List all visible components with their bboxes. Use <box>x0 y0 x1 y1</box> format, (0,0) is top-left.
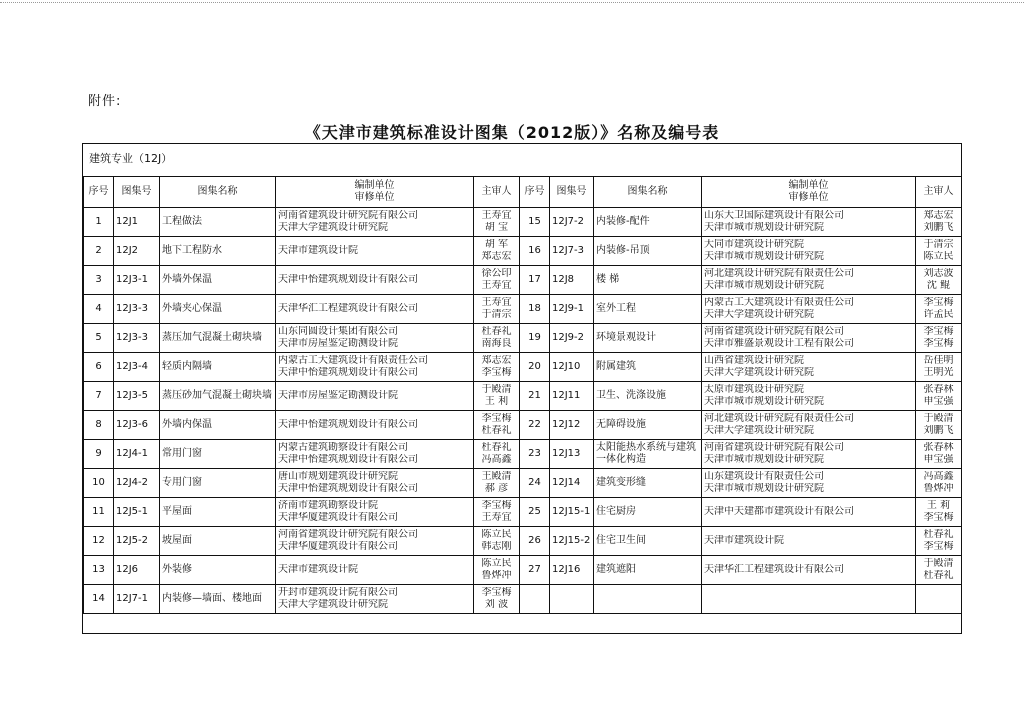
document-title: 《天津市建筑标准设计图集（2012版）》名称及编号表 <box>304 123 720 142</box>
cell-org <box>276 324 474 353</box>
reviewer-name: 冯高鑫 <box>481 454 512 465</box>
org-line: 内蒙古建筑勘察设计有限公司 <box>278 442 408 453</box>
cell-reviewer <box>916 237 962 266</box>
section-label: 建筑专业（12J） <box>89 152 173 165</box>
cell-no: 17 <box>520 266 550 295</box>
cell-reviewer <box>916 556 962 585</box>
cell-org <box>276 498 474 527</box>
cell-no: 6 <box>84 353 114 382</box>
cell-org <box>276 469 474 498</box>
reviewer-name: 王寿宜 <box>481 210 512 221</box>
cell-reviewer <box>474 353 520 382</box>
reviewer-name: 徐公印 <box>481 268 512 279</box>
cell-org <box>276 585 474 614</box>
org-line: 天津市城市规划设计研究院 <box>704 222 824 233</box>
cell-name: 建筑遮阳 <box>594 556 702 585</box>
org-line: 天津市雅盛景观设计工程有限公司 <box>704 338 854 349</box>
table-row <box>84 382 962 411</box>
reviewer-name: 郑志宏 <box>481 355 512 366</box>
org-line: 山东建筑设计有限责任公司 <box>704 471 824 482</box>
cell-org <box>702 353 916 382</box>
cell-no: 24 <box>520 469 550 498</box>
reviewer-name: 王明光 <box>923 367 954 378</box>
org-line: 开封市建筑设计院有限公司 <box>278 587 398 598</box>
cell-no <box>520 585 550 614</box>
header-reviewer: 主审人 <box>474 177 520 208</box>
cell-code: 12J5-2 <box>114 527 160 556</box>
cell-reviewer <box>916 353 962 382</box>
reviewer-name: 沈 鲲 <box>926 280 951 291</box>
cell-org <box>276 527 474 556</box>
reviewer-name: 杜春礼 <box>481 425 512 436</box>
cell-no: 13 <box>84 556 114 585</box>
reviewer-name: 杜春礼 <box>923 570 954 581</box>
header-code: 图集号 <box>114 177 160 208</box>
org-line: 唐山市规划建筑设计研究院 <box>278 471 398 482</box>
cell-reviewer <box>916 266 962 295</box>
cell-reviewer <box>916 498 962 527</box>
org-line: 天津中怡建筑规划设计有限公司 <box>278 419 418 430</box>
org-line: 天津大学建筑设计研究院 <box>278 222 388 233</box>
header-org-right <box>702 177 916 208</box>
org-line: 内蒙古工大建筑设计有限责任公司 <box>704 297 854 308</box>
reviewer-name: 南海良 <box>481 338 512 349</box>
org-line: 天津大学建筑设计研究院 <box>704 367 814 378</box>
cell-code <box>550 585 594 614</box>
cell-org <box>276 237 474 266</box>
header-code-right: 图集号 <box>550 177 594 208</box>
cell-no: 23 <box>520 440 550 469</box>
org-line: 天津中怡建筑规划设计有限公司 <box>278 454 418 465</box>
cell-name: 地下工程防水 <box>160 237 276 266</box>
cell-name: 内装修-配件 <box>594 208 702 237</box>
table-row <box>84 237 962 266</box>
org-line: 天津市城市规划设计研究院 <box>704 454 824 465</box>
cell-reviewer <box>916 469 962 498</box>
cell-name: 太阳能热水系统与建筑一体化构造 <box>594 440 702 469</box>
org-line: 天津市城市规划设计研究院 <box>704 251 824 262</box>
cell-no: 5 <box>84 324 114 353</box>
org-line: 天津华厦建筑设计有限公司 <box>278 541 398 552</box>
cell-no: 20 <box>520 353 550 382</box>
cell-code: 12J3-1 <box>114 266 160 295</box>
cell-code: 12J13 <box>550 440 594 469</box>
cell-org <box>702 266 916 295</box>
cell-code: 12J9-2 <box>550 324 594 353</box>
cell-code: 12J4-1 <box>114 440 160 469</box>
reviewer-name: 申宝强 <box>923 454 954 465</box>
header-org-right-line1: 编制单位 <box>788 180 829 191</box>
reviewer-name: 陈立民 <box>923 251 954 262</box>
header-org-line1: 编制单位 <box>354 180 395 191</box>
reviewer-name: 李宝梅 <box>481 413 512 424</box>
cell-name: 外墙内保温 <box>160 411 276 440</box>
org-line: 天津市建筑设计院 <box>704 535 784 546</box>
cell-no: 4 <box>84 295 114 324</box>
cell-org <box>702 411 916 440</box>
reviewer-name: 李宝梅 <box>923 512 954 523</box>
cell-name: 附属建筑 <box>594 353 702 382</box>
cell-name: 专用门窗 <box>160 469 276 498</box>
cell-org <box>276 353 474 382</box>
reviewer-name: 陈立民 <box>481 558 512 569</box>
org-line: 天津华汇工程建筑设计有限公司 <box>704 564 844 575</box>
org-line: 天津市城市规划设计研究院 <box>704 396 824 407</box>
reviewer-name: 申宝强 <box>923 396 954 407</box>
cell-org <box>702 440 916 469</box>
cell-org <box>702 527 916 556</box>
reviewer-name: 郝 彦 <box>484 483 509 494</box>
table-row <box>84 266 962 295</box>
reviewer-name: 于殿清 <box>481 384 512 395</box>
cell-reviewer <box>916 585 962 614</box>
header-org-line2: 审修单位 <box>354 192 395 203</box>
org-line: 大同市建筑设计研究院 <box>704 239 804 250</box>
reviewer-name: 胡 宝 <box>484 222 509 233</box>
table-row <box>84 556 962 585</box>
reviewer-name: 郑志宏 <box>481 251 512 262</box>
table-body <box>84 208 962 614</box>
reviewer-name: 陈立民 <box>481 529 512 540</box>
cell-name: 蒸压加气混凝土砌块墙 <box>160 324 276 353</box>
cell-code: 12J1 <box>114 208 160 237</box>
cell-reviewer <box>916 295 962 324</box>
reviewer-name: 鲁烨冲 <box>481 570 512 581</box>
cell-code: 12J10 <box>550 353 594 382</box>
reviewer-name: 李宝梅 <box>923 338 954 349</box>
reviewer-name: 刘鹏飞 <box>923 425 954 436</box>
cell-no: 18 <box>520 295 550 324</box>
cell-org <box>276 440 474 469</box>
cell-reviewer <box>474 266 520 295</box>
org-line: 山西省建筑设计研究院 <box>704 355 804 366</box>
org-line: 山东大卫国际建筑设计有限公司 <box>704 210 844 221</box>
table-row <box>84 411 962 440</box>
cell-code: 12J3-3 <box>114 295 160 324</box>
org-line: 天津中怡建筑规划设计有限公司 <box>278 274 418 285</box>
reviewer-name: 杜春礼 <box>481 326 512 337</box>
cell-reviewer <box>474 237 520 266</box>
org-line: 河南省建筑设计研究院有限公司 <box>278 529 418 540</box>
cell-code: 12J2 <box>114 237 160 266</box>
reviewer-name: 刘鹏飞 <box>923 222 954 233</box>
attachment-label: 附件: <box>88 94 122 109</box>
cell-reviewer <box>474 556 520 585</box>
org-line: 天津大学建筑设计研究院 <box>704 425 814 436</box>
cell-no: 12 <box>84 527 114 556</box>
cell-code: 12J6 <box>114 556 160 585</box>
cell-reviewer <box>474 382 520 411</box>
header-org <box>276 177 474 208</box>
cell-org <box>276 295 474 324</box>
cell-reviewer <box>474 208 520 237</box>
reviewer-name: 杜春礼 <box>481 442 512 453</box>
cell-name: 内装修-吊顶 <box>594 237 702 266</box>
org-line: 天津中怡建筑规划设计有限公司 <box>278 483 418 494</box>
catalog-sheet <box>82 143 962 634</box>
header-no: 序号 <box>84 177 114 208</box>
cell-no: 14 <box>84 585 114 614</box>
cell-reviewer <box>916 440 962 469</box>
org-line: 天津大学建筑设计研究院 <box>278 599 388 610</box>
reviewer-name: 王 莉 <box>926 500 951 511</box>
cell-name: 外墙外保温 <box>160 266 276 295</box>
cell-name: 外装修 <box>160 556 276 585</box>
scan-edge-line <box>0 2 1024 3</box>
table-row <box>84 295 962 324</box>
cell-name: 无障碍设施 <box>594 411 702 440</box>
cell-code: 12J7-1 <box>114 585 160 614</box>
cell-org <box>276 411 474 440</box>
cell-org <box>276 266 474 295</box>
cell-no: 10 <box>84 469 114 498</box>
table-row <box>84 208 962 237</box>
cell-code: 12J3-4 <box>114 353 160 382</box>
org-line: 太原市建筑设计研究院 <box>704 384 804 395</box>
cell-reviewer <box>916 324 962 353</box>
org-line: 天津大学建筑设计研究院 <box>704 309 814 320</box>
header-name-right: 图集名称 <box>594 177 702 208</box>
header-reviewer-right: 主审人 <box>916 177 962 208</box>
cell-reviewer <box>474 585 520 614</box>
reviewer-name: 于殿清 <box>923 558 954 569</box>
cell-no: 19 <box>520 324 550 353</box>
table-row <box>84 469 962 498</box>
cell-name: 工程做法 <box>160 208 276 237</box>
cell-name: 环境景观设计 <box>594 324 702 353</box>
cell-org <box>702 237 916 266</box>
cell-code: 12J15-2 <box>550 527 594 556</box>
reviewer-name: 杜春礼 <box>923 529 954 540</box>
reviewer-name: 岳佳明 <box>923 355 954 366</box>
cell-reviewer <box>474 527 520 556</box>
header-row <box>84 177 962 208</box>
table-row <box>84 585 962 614</box>
org-line: 河南省建筑设计研究院有限公司 <box>704 326 844 337</box>
cell-name: 坡屋面 <box>160 527 276 556</box>
org-line: 天津市城市规划设计研究院 <box>704 280 824 291</box>
cell-name: 轻质内隔墙 <box>160 353 276 382</box>
cell-name: 内装修—墙面、楼地面 <box>160 585 276 614</box>
cell-code: 12J7-3 <box>550 237 594 266</box>
reviewer-name: 李宝梅 <box>923 541 954 552</box>
cell-code: 12J8 <box>550 266 594 295</box>
cell-name: 住宅厨房 <box>594 498 702 527</box>
reviewer-name: 王寿宜 <box>481 280 512 291</box>
org-line: 天津市建筑设计院 <box>278 245 358 256</box>
table-row <box>84 353 962 382</box>
reviewer-name: 李宝梅 <box>481 587 512 598</box>
cell-reviewer <box>916 527 962 556</box>
reviewer-name: 李宝梅 <box>481 500 512 511</box>
cell-no: 8 <box>84 411 114 440</box>
reviewer-name: 张春林 <box>923 442 954 453</box>
cell-name: 平屋面 <box>160 498 276 527</box>
cell-org <box>702 498 916 527</box>
cell-no: 1 <box>84 208 114 237</box>
reviewer-name: 于清宗 <box>481 309 512 320</box>
cell-no: 7 <box>84 382 114 411</box>
reviewer-name: 王寿宜 <box>481 512 512 523</box>
reviewer-name: 李宝梅 <box>923 326 954 337</box>
cell-code: 12J3-5 <box>114 382 160 411</box>
reviewer-name: 张春林 <box>923 384 954 395</box>
org-line: 天津市城市规划设计研究院 <box>704 483 824 494</box>
org-line: 天津市房屋鉴定勘测设计院 <box>278 390 398 401</box>
cell-name: 建筑变形缝 <box>594 469 702 498</box>
reviewer-name: 刘 波 <box>484 599 509 610</box>
cell-no: 16 <box>520 237 550 266</box>
cell-code: 12J9-1 <box>550 295 594 324</box>
cell-reviewer <box>474 411 520 440</box>
cell-no: 22 <box>520 411 550 440</box>
cell-reviewer <box>474 498 520 527</box>
header-name: 图集名称 <box>160 177 276 208</box>
cell-name: 蒸压砂加气混凝土砌块墙 <box>160 382 276 411</box>
org-line: 河南省建筑设计研究院有限公司 <box>278 210 418 221</box>
cell-code: 12J14 <box>550 469 594 498</box>
cell-no: 25 <box>520 498 550 527</box>
cell-name: 室外工程 <box>594 295 702 324</box>
cell-name: 楼 梯 <box>594 266 702 295</box>
org-line: 河北建筑设计研究院有限责任公司 <box>704 268 854 279</box>
cell-reviewer <box>474 295 520 324</box>
cell-code: 12J5-1 <box>114 498 160 527</box>
org-line: 天津市房屋鉴定勘测设计院 <box>278 338 398 349</box>
reviewer-name: 刘志波 <box>923 268 954 279</box>
cell-no: 2 <box>84 237 114 266</box>
cell-no: 26 <box>520 527 550 556</box>
reviewer-name: 王殿清 <box>481 471 512 482</box>
cell-no: 27 <box>520 556 550 585</box>
org-line: 内蒙古工大建筑设计有限责任公司 <box>278 355 428 366</box>
table-row <box>84 498 962 527</box>
org-line: 天津市建筑设计院 <box>278 564 358 575</box>
cell-org <box>276 556 474 585</box>
org-line: 天津华汇工程建筑设计有限公司 <box>278 303 418 314</box>
table-row <box>84 527 962 556</box>
table-row <box>84 324 962 353</box>
cell-reviewer <box>916 411 962 440</box>
cell-reviewer <box>474 469 520 498</box>
org-line: 山东同圆设计集团有限公司 <box>278 326 398 337</box>
org-line: 天津中天建都市建筑设计有限公司 <box>704 506 854 517</box>
cell-no: 21 <box>520 382 550 411</box>
org-line: 河北建筑设计研究院有限责任公司 <box>704 413 854 424</box>
reviewer-name: 王寿宜 <box>481 297 512 308</box>
cell-org <box>702 585 916 614</box>
reviewer-name: 胡 军 <box>484 239 509 250</box>
org-line: 天津华厦建筑设计有限公司 <box>278 512 398 523</box>
cell-code: 12J4-2 <box>114 469 160 498</box>
reviewer-name: 韩志刚 <box>481 541 512 552</box>
cell-org <box>276 382 474 411</box>
cell-reviewer <box>474 324 520 353</box>
cell-org <box>276 208 474 237</box>
cell-code: 12J3-3 <box>114 324 160 353</box>
reviewer-name: 李宝梅 <box>481 367 512 378</box>
header-no-right: 序号 <box>520 177 550 208</box>
cell-no: 9 <box>84 440 114 469</box>
org-line: 河南省建筑设计研究院有限公司 <box>704 442 844 453</box>
cell-code: 12J11 <box>550 382 594 411</box>
cell-org <box>702 324 916 353</box>
reviewer-name: 许孟民 <box>923 309 954 320</box>
reviewer-name: 王 利 <box>484 396 509 407</box>
cell-code: 12J12 <box>550 411 594 440</box>
cell-name <box>594 585 702 614</box>
cell-name: 卫生、洗涤设施 <box>594 382 702 411</box>
cell-name: 常用门窗 <box>160 440 276 469</box>
cell-name: 住宅卫生间 <box>594 527 702 556</box>
cell-org <box>702 382 916 411</box>
cell-code: 12J3-6 <box>114 411 160 440</box>
reviewer-name: 鲁烨冲 <box>923 483 954 494</box>
cell-name: 外墙夹心保温 <box>160 295 276 324</box>
header-org-right-line2: 审修单位 <box>788 192 829 203</box>
org-line: 天津中怡建筑规划设计有限公司 <box>278 367 418 378</box>
reviewer-name: 于清宗 <box>923 239 954 250</box>
cell-reviewer <box>916 208 962 237</box>
reviewer-name: 郑志宏 <box>923 210 954 221</box>
cell-org <box>702 469 916 498</box>
reviewer-name: 李宝梅 <box>923 297 954 308</box>
catalog-table <box>83 176 962 614</box>
cell-org <box>702 208 916 237</box>
cell-reviewer <box>916 382 962 411</box>
cell-no: 3 <box>84 266 114 295</box>
cell-no: 11 <box>84 498 114 527</box>
reviewer-name: 冯高鑫 <box>923 471 954 482</box>
cell-code: 12J16 <box>550 556 594 585</box>
cell-org <box>702 556 916 585</box>
cell-code: 12J7-2 <box>550 208 594 237</box>
cell-org <box>702 295 916 324</box>
cell-code: 12J15-1 <box>550 498 594 527</box>
reviewer-name: 于殿清 <box>923 413 954 424</box>
org-line: 济南市建筑勘察设计院 <box>278 500 378 511</box>
table-row <box>84 440 962 469</box>
cell-no: 15 <box>520 208 550 237</box>
cell-reviewer <box>474 440 520 469</box>
